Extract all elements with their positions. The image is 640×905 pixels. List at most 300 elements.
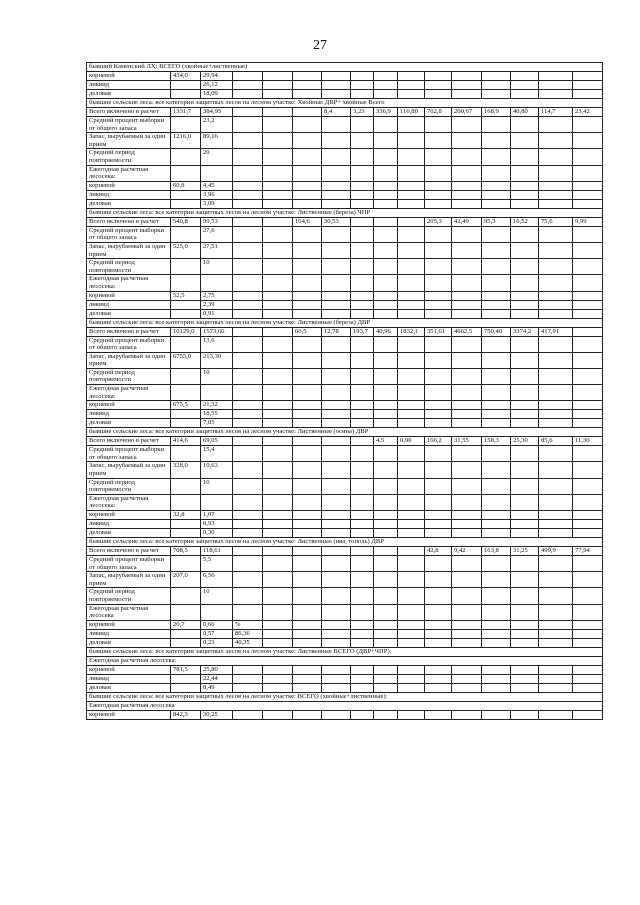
row-label: Запас, вырубаемый за один прием [87,352,171,368]
table-cell [293,165,322,181]
table-cell [539,149,573,165]
table-cell [351,117,374,133]
table-cell: 3374,2 [511,327,539,336]
row-label: корневой [87,710,171,719]
table-cell [539,81,573,90]
table-cell [452,291,482,300]
table-row [87,556,603,572]
empty-cell [425,701,452,710]
table-cell [171,638,201,647]
table-cell [322,511,351,520]
table-cell [322,81,351,90]
table-cell [398,133,425,149]
table-cell [233,300,263,309]
table-cell [511,165,539,181]
row-label: корневой [87,511,171,520]
empty-cell [511,692,539,701]
table-cell [374,368,398,384]
table-cell [351,556,374,572]
empty-cell [322,701,351,710]
table-cell [573,494,603,510]
table-cell [233,242,263,258]
table-cell: 0,91 [201,309,233,318]
section-header-text: бывшие сельские леса: все категории защитных лесов на лесном участке: Лиственные ВСЕГО (ДВР+ЧПР): [87,647,171,656]
table-cell [425,259,452,275]
table-cell [322,572,351,588]
table-cell [263,604,293,620]
empty-cell [398,318,425,327]
table-cell [539,275,573,291]
table-cell [425,710,452,719]
table-cell [351,401,374,410]
table-cell [482,149,511,165]
table-cell [322,165,351,181]
empty-cell [398,538,425,547]
table-cell [374,90,398,99]
table-cell [452,478,482,494]
table-cell [374,133,398,149]
table-cell [351,133,374,149]
table-cell [511,385,539,401]
table-cell: 16,52 [511,217,539,226]
table-row [87,217,603,226]
table-cell [425,368,452,384]
table-cell [425,494,452,510]
table-cell [374,181,398,190]
table-cell [293,90,322,99]
table-cell [398,300,425,309]
table-cell [539,588,573,604]
table-cell [452,72,482,81]
table-cell [573,620,603,629]
table-row [87,401,603,410]
table-cell [233,90,263,99]
table-cell [233,226,263,242]
table-cell [511,199,539,208]
table-row [87,674,603,683]
table-cell [573,291,603,300]
table-cell [171,629,201,638]
table-cell [511,604,539,620]
table-cell [511,511,539,520]
table-row [87,520,603,529]
table-cell: 52,5 [171,291,201,300]
row-label: Ежегодная расчетная лесосека: [87,494,171,510]
table-cell [233,327,263,336]
table-cell [425,352,452,368]
table-cell [539,462,573,478]
table-cell [263,629,293,638]
table-cell [171,336,201,352]
table-cell [452,511,482,520]
table-cell [511,259,539,275]
table-cell [511,133,539,149]
empty-cell [398,208,425,217]
table-cell [539,511,573,520]
empty-cell [482,63,511,72]
table-cell [539,494,573,510]
table-cell [171,494,201,510]
empty-cell [511,647,539,656]
table-cell [452,336,482,352]
row-label: Средний период повторяемости [87,368,171,384]
table-cell [263,190,293,199]
table-cell [511,81,539,90]
table-cell [322,291,351,300]
table-cell: 1832,1 [398,327,425,336]
empty-cell [511,63,539,72]
row-label: Ежегодная расчетная лесосека: [87,385,171,401]
table-cell [233,478,263,494]
row-label: деловая [87,683,171,692]
table-cell [233,410,263,419]
table-cell [374,556,398,572]
table-cell [293,300,322,309]
table-row [87,165,603,181]
table-row [87,529,603,538]
table-cell [425,181,452,190]
table-cell: 750,40 [482,327,511,336]
page-number: 27 [313,38,327,53]
table-cell [322,478,351,494]
table-cell [374,336,398,352]
table-cell: 31,25 [511,547,539,556]
table-cell: 118,61 [201,547,233,556]
table-cell [233,108,263,117]
row-label: Ежегодная расчетная лесосека: [87,165,171,181]
table-row [87,638,603,647]
section-header-text: Ежегодная расчетная лесосека: [87,656,171,665]
table-cell [482,133,511,149]
table-cell [425,336,452,352]
table-cell: 2,39 [201,300,233,309]
table-cell [171,529,201,538]
table-cell [482,352,511,368]
table-cell [374,190,398,199]
table-cell [398,199,425,208]
table-cell [233,385,263,401]
table-row [87,620,603,629]
table-cell [263,108,293,117]
table-cell [293,291,322,300]
table-cell [233,462,263,478]
table-cell [263,181,293,190]
table-row [87,410,603,419]
table-row [87,437,603,446]
table-cell [293,556,322,572]
table-row [87,226,603,242]
table-cell: 336,9 [374,108,398,117]
table-cell [351,165,374,181]
table-cell [322,181,351,190]
table-cell [293,494,322,510]
empty-cell [452,647,482,656]
row-label: ликвид [87,674,171,683]
table-cell [539,133,573,149]
empty-cell [539,99,573,108]
table-cell [482,674,511,683]
table-cell: 0,23 [201,638,233,647]
table-cell [425,242,452,258]
section-header-text: бывшие сельские леса: все категории защитных лесов на лесном участке: Лиственные (осина) ДВР [87,428,171,437]
table-cell: 0,90 [398,437,425,446]
table-cell [539,90,573,99]
table-cell: 95,3 [482,217,511,226]
section-header-text: бывшие сельские леса: все категории защитных лесов на лесном участке: Лиственные (ива, тополь) ДВР [87,538,171,547]
table-cell [322,368,351,384]
table-cell [233,683,263,692]
table-cell: 193,7 [351,327,374,336]
table-cell [263,520,293,529]
table-cell: 1,07 [201,511,233,520]
table-cell [511,572,539,588]
table-cell [539,226,573,242]
table-cell: 11,30 [573,437,603,446]
table-cell [398,90,425,99]
table-cell [233,181,263,190]
table-cell [452,275,482,291]
table-cell [425,588,452,604]
table-cell [233,556,263,572]
section-header-row [87,99,603,108]
table-cell [482,368,511,384]
table-cell [233,165,263,181]
table-cell [263,401,293,410]
table-cell [374,401,398,410]
table-cell [351,181,374,190]
table-cell [398,419,425,428]
row-label: Всего включено в расчет [87,547,171,556]
table-cell: 27,51 [201,242,233,258]
table-cell [293,572,322,588]
table-cell [351,683,374,692]
empty-cell [539,647,573,656]
table-cell [573,385,603,401]
table-cell [511,90,539,99]
table-cell: 10 [201,478,233,494]
table-row [87,710,603,719]
table-cell [511,588,539,604]
table-cell [539,604,573,620]
empty-cell [482,701,511,710]
table-cell: 30,25 [201,710,233,719]
empty-cell [452,692,482,701]
table-row [87,327,603,336]
table-cell [233,401,263,410]
table-cell [233,494,263,510]
table-cell [351,547,374,556]
table-row [87,385,603,401]
table-cell [293,368,322,384]
table-cell [573,410,603,419]
empty-cell [293,701,322,710]
table-cell [482,572,511,588]
table-cell [263,242,293,258]
table-cell [293,419,322,428]
table-cell [293,352,322,368]
row-label: корневой [87,401,171,410]
empty-cell [482,656,511,665]
table-cell [322,309,351,318]
table-cell [511,226,539,242]
table-row [87,336,603,352]
table-cell: 213,30 [201,352,233,368]
table-row [87,572,603,588]
table-cell [398,190,425,199]
empty-cell [351,656,374,665]
empty-cell [425,656,452,665]
empty-cell [425,428,452,437]
empty-cell [201,656,233,665]
table-cell [398,181,425,190]
empty-cell [482,647,511,656]
table-cell [398,547,425,556]
table-row [87,149,603,165]
table-cell [293,462,322,478]
table-cell [293,674,322,683]
table-cell [573,588,603,604]
table-cell [171,385,201,401]
table-cell [263,385,293,401]
table-cell: 158,3 [482,437,511,446]
table-cell [573,683,603,692]
table-cell [511,190,539,199]
table-cell [263,81,293,90]
table-cell [171,165,201,181]
table-cell [398,336,425,352]
table-cell [398,462,425,478]
table-cell: 15,4 [201,446,233,462]
empty-cell [511,538,539,547]
table-cell: 207,0 [171,572,201,588]
empty-cell [263,701,293,710]
table-cell [374,529,398,538]
table-cell [263,410,293,419]
table-cell [573,529,603,538]
table-cell [233,511,263,520]
table-cell [322,226,351,242]
table-cell [452,462,482,478]
table-cell [452,604,482,620]
table-cell: 7,05 [201,419,233,428]
empty-cell [398,99,425,108]
empty-cell [233,701,263,710]
table-row [87,190,603,199]
table-cell: 27,6 [201,226,233,242]
table-cell [374,149,398,165]
table-cell: 3,09 [201,199,233,208]
empty-cell [482,538,511,547]
table-cell [452,572,482,588]
table-cell [425,165,452,181]
table-cell [233,419,263,428]
table-cell [452,133,482,149]
table-cell [452,665,482,674]
table-cell [425,291,452,300]
table-cell [351,275,374,291]
row-label: Средний процент выборки от общего запаса [87,446,171,462]
table-cell [322,385,351,401]
table-cell [233,520,263,529]
table-row [87,419,603,428]
table-cell [351,437,374,446]
row-label: корневой [87,291,171,300]
table-cell [539,352,573,368]
table-cell [452,683,482,692]
table-cell [171,478,201,494]
table-cell [293,133,322,149]
table-cell [263,291,293,300]
table-cell [351,494,374,510]
table-cell [233,674,263,683]
row-label: ликвид [87,629,171,638]
table-cell [398,588,425,604]
table-cell [322,446,351,462]
table-cell [351,572,374,588]
table-cell [425,149,452,165]
table-cell [322,133,351,149]
table-cell [425,520,452,529]
table-cell [374,117,398,133]
table-cell [573,520,603,529]
section-header-text: бывшие сельские леса: все категории защитных лесов на лесном участке: Лиственные (береза) ЧПР [87,208,171,217]
table-cell: 200,67 [452,108,482,117]
table-cell: 2,75 [201,291,233,300]
table-cell: 86,36 [233,629,263,638]
empty-cell [511,99,539,108]
table-cell [351,291,374,300]
table-cell [425,462,452,478]
table-cell [398,529,425,538]
table-cell [398,275,425,291]
table-cell [374,226,398,242]
table-cell [171,556,201,572]
table-cell [539,683,573,692]
table-cell [351,336,374,352]
table-cell [233,309,263,318]
table-cell [425,604,452,620]
row-label: ликвид [87,300,171,309]
table-cell [233,117,263,133]
table-cell [263,556,293,572]
table-cell [398,674,425,683]
table-cell [452,410,482,419]
empty-cell [398,701,425,710]
table-cell [322,494,351,510]
table-cell: 20 [201,149,233,165]
table-cell [573,401,603,410]
table-cell [322,520,351,529]
table-cell [398,665,425,674]
row-label: ликвид [87,81,171,90]
table-cell [322,190,351,199]
table-cell [263,638,293,647]
table-cell: 85,6 [539,437,573,446]
table-cell [452,242,482,258]
table-cell [171,683,201,692]
empty-cell [293,63,322,72]
table-cell [425,275,452,291]
table-cell [293,190,322,199]
empty-cell [539,318,573,327]
table-cell: 0,57 [201,629,233,638]
table-cell: 0,93 [201,520,233,529]
table-cell: 168,9 [482,108,511,117]
table-cell [452,620,482,629]
table-cell: 116,80 [398,108,425,117]
table-cell [293,511,322,520]
table-cell [233,710,263,719]
